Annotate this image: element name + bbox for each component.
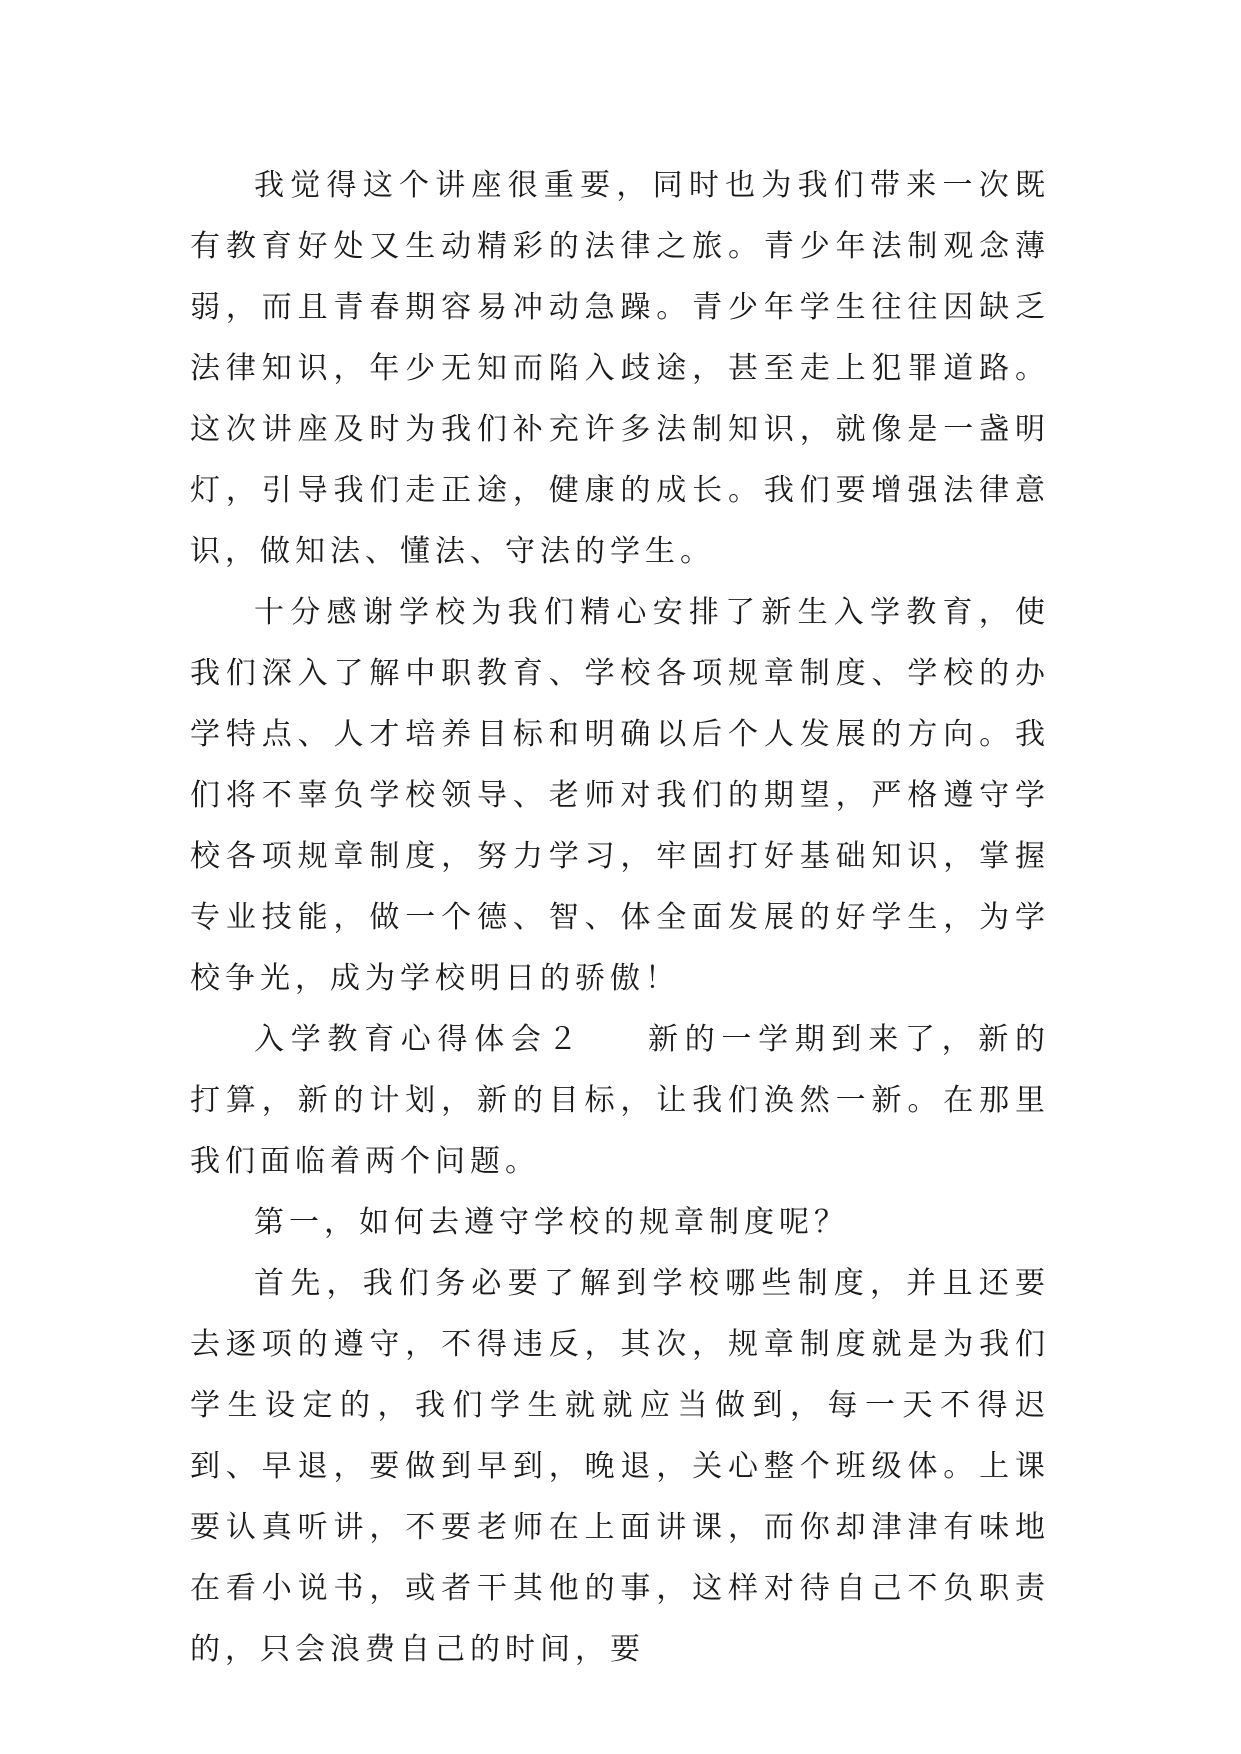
paragraph-first-of-all: 首先，我们务必要了解到学校哪些制度，并且还要去逐项的遵守，不得违反，其次，规章制度就是为我们学生设定的，我们学生就就应当做到，每一天不得迟到、早退，要做到早到，晚退，关心整个班级体。上课要认真听讲，不要老师在上面讲课，而你却津津有味地在看小说书，或者干其他的事，这样对待自己不负职责的，只会浪费自己的时间，要 (190, 1266, 1050, 1667)
document-body (190, 155, 1050, 1680)
paragraph-question-one: 第一，如何去遵守学校的规章制度呢？ (254, 1205, 849, 1240)
section-heading: 入学教育心得体会２ (254, 1022, 585, 1057)
paragraph-thanks-school: 十分感谢学校为我们精心安排了新生入学教育，使我们深入了解中职教育、学校各项规章制度、学校的办学特点、人才培养目标和明确以后个人发展的方向。我们将不辜负学校领导、老师对我们的期望，严格遵守学校各项规章制度，努力学习，牢固打好基础知识，掌握专业技能，做一个德、智、体全面发展的好学生，为学校争光，成为学校明日的骄傲！ (190, 595, 1050, 996)
section-2-text: 新的一学期到来了，新的打算，新的计划，新的目标，让我们涣然一新。在那里我们面临着两个问题。 (190, 1022, 1051, 1179)
paragraph-section-2 (190, 1009, 1050, 1192)
paragraph-lecture-reflection: 我觉得这个讲座很重要，同时也为我们带来一次既有教育好处又生动精彩的法律之旅。青少年法制观念薄弱，而且青春期容易冲动急躁。青少年学生往往因缺乏法律知识，年少无知而陷入歧途，甚至走上犯罪道路。这次讲座及时为我们补充许多法制知识，就像是一盏明灯，引导我们走正途，健康的成长。我们要增强法律意识，做知法、懂法、守法的学生。 (190, 168, 1050, 569)
